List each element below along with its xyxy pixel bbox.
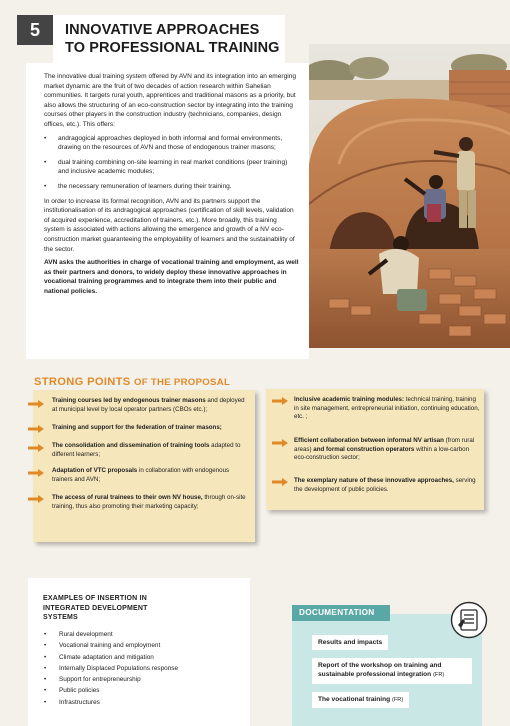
strong-point-text: serving the development of public policies. [294, 477, 476, 493]
document-list-icon [450, 601, 488, 639]
doc-link-lang: (FR) [392, 697, 404, 703]
strong-point-text: within a low-carbon eco-construction sector; [294, 445, 470, 462]
strong-points-heading-sub: OF THE PROPOSAL [133, 377, 231, 388]
strong-point-text: and deployed at municipal level by local operator partners (CBOs etc.); [52, 397, 245, 413]
doc-link-title: Results and impacts [318, 639, 383, 646]
documentation-label: DOCUMENTATION [292, 605, 390, 621]
offer-item: • the necessary remuneration of learners during their training. [44, 182, 299, 192]
strong-point-text: in collaboration with endogenous trainers and AVN; [52, 467, 230, 483]
arrow-right-icon [28, 425, 44, 433]
arrow-right-icon [272, 397, 288, 405]
strong-point-item [294, 396, 480, 422]
strong-point-item [52, 424, 248, 433]
strong-point-text: technical training, training in site management, entrepreneurial initiation, continuing education, etc. ; [294, 396, 480, 421]
arrow-right-icon [28, 469, 44, 477]
strong-point-bold: The consolidation and dissemination of training tools [52, 442, 210, 449]
arrow-right-icon [28, 444, 44, 452]
strong-point-text: adapted to different learners; [52, 442, 241, 458]
arrow-right-icon [272, 478, 288, 486]
strong-point-bold: Efficient collaboration between informal NV artisan [294, 437, 444, 444]
offer-item: • dual training combining on-site learning in real market conditions (peer training) and inclusive academic modules; [44, 158, 299, 177]
doc-link-title: The vocational training [318, 696, 391, 703]
doc-link-title: Report of the workshop on training and sustainable professional integration [318, 662, 442, 679]
arrow-right-icon [28, 400, 44, 408]
examples-title [43, 594, 148, 623]
strong-point-bold: and formal construction operators [313, 445, 415, 453]
examples-list [43, 629, 178, 708]
intro-paragraph: The innovative dual training system offered by AVN and its integration into an emerging market dynamic are the fruit of two decades of action research within Sahelian communities. It targets rural youth, apprentices and traditional masons as a priority, but also allows the structuring of an eco-construction sector by integrating into the training courses other players in the construction industry (technicians, companies, design offices, etc.). This offers: [44, 73, 296, 128]
section-title-line1: INNOVATIVE APPROACHES [65, 22, 260, 38]
examples-title-line: SYSTEMS [43, 614, 78, 621]
examples-item: • Internally Displaced Populations response [43, 663, 178, 674]
offer-item: • andragogical approaches deployed in both informal and formal environments, drawing on the resources of AVN and those of endogenous trainer masons; [44, 134, 299, 153]
photo-illustration [309, 44, 510, 348]
strong-point-bold: The access of rural trainees to their own NV house, [52, 494, 203, 501]
masons-working-photo [309, 44, 510, 348]
section-title [53, 15, 285, 63]
strong-point-item [52, 397, 248, 414]
examples-item: • Support for entrepreneurship [43, 674, 178, 685]
arrow-right-icon [28, 495, 44, 503]
strong-point-bold: Training courses led by endogenous trainer masons [52, 397, 206, 404]
offer-list [44, 134, 299, 192]
strong-points-heading-main: STRONG POINTS [34, 376, 131, 388]
main-text [44, 72, 299, 300]
strong-point-item [52, 494, 248, 511]
examples-item: • Rural development [43, 629, 178, 640]
strong-point-item [294, 437, 480, 463]
strong-point-bold: Training and support for the federation of trainer masons; [52, 424, 222, 431]
strong-point-text: (from rural areas) [294, 437, 475, 453]
strong-point-bold: Adaptation of VTC proposals [52, 467, 138, 474]
strong-point-bold: The exemplary nature of these innovative approaches, [294, 477, 454, 484]
strong-point-item [52, 442, 248, 459]
doc-link-lang: (FR) [433, 672, 445, 679]
section-title-line2: TO PROFESSIONAL TRAINING [65, 40, 280, 56]
section-number: 5 [17, 15, 53, 45]
strong-point-text: through on-site training, thus also promoting their marketing capacity; [52, 494, 246, 510]
doc-link-vocational-training[interactable] [312, 692, 409, 708]
strong-point-item [52, 467, 248, 484]
examples-title-line: INTEGRATED DEVELOPMENT [43, 604, 148, 612]
arrow-right-icon [272, 439, 288, 447]
recognition-paragraph: In order to increase its formal recognition, AVN and its partners support the institutionalisation of its andragogical approaches (certification of skill levels, validation of acquired experience, accreditation of trainers, etc.). More broadly, this training system is associated with actions allowing the emergence and growth of a NV eco-construction market guaranteeing the employability of learners and the sustainability of the sector. [44, 197, 295, 253]
examples-title-line: EXAMPLES OF INSERTION IN [43, 595, 147, 602]
strong-points-heading [34, 376, 230, 388]
strong-point-bold: Inclusive academic training modules: [294, 396, 405, 403]
examples-item: • Infrastructures [43, 697, 178, 708]
examples-item: • Climate adaptation and mitigation [43, 652, 178, 663]
examples-item: • Public policies [43, 685, 178, 696]
strong-point-item [294, 477, 480, 494]
examples-item: • Vocational training and employment [43, 640, 178, 651]
doc-link-workshop-report[interactable] [312, 658, 472, 684]
call-to-action-paragraph: AVN asks the authorities in charge of vocational training and employment, as well as their partners and donors, to widely deploy these innovative approaches in vocational training programmes and to integrate them into their public and national policies. [44, 259, 299, 295]
doc-link-results[interactable] [312, 635, 388, 650]
